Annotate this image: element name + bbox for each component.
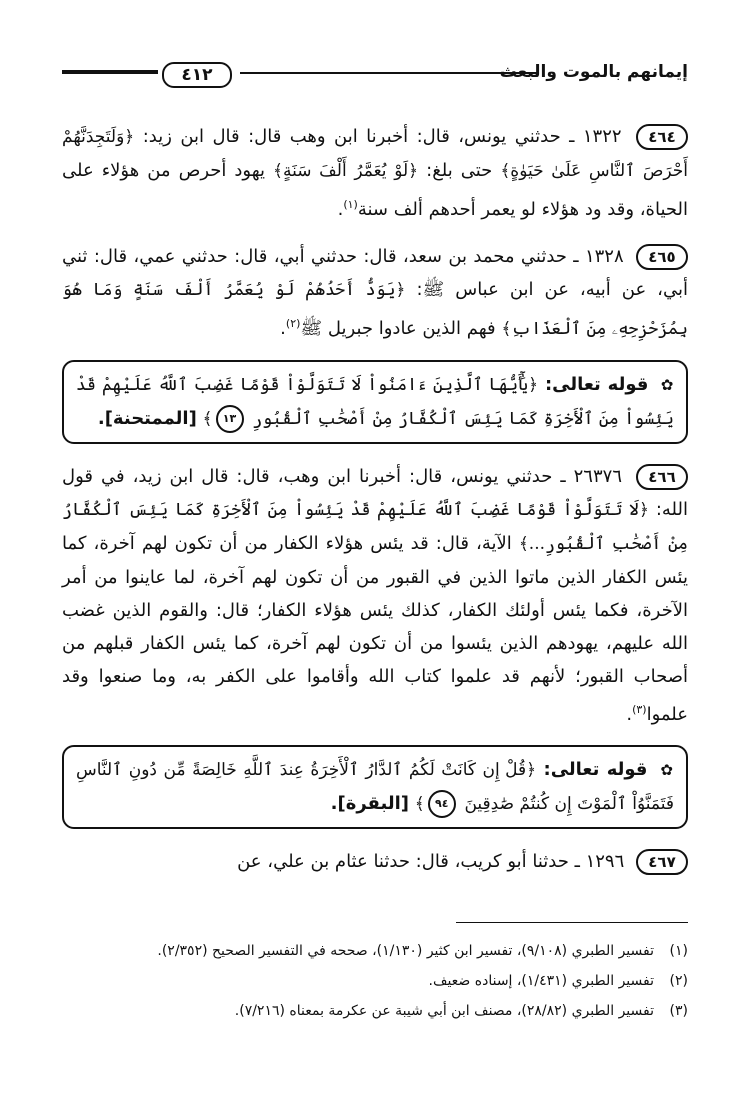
footnote-text: تفسير الطبري (٩/١٠٨)، تفسير ابن كثير (١/١٣٠)، صححه في التفسير الصحيح (٢/٣٥٢). [157, 943, 654, 959]
hadith-number: ٤٦٧ [636, 849, 688, 875]
verse-box [62, 745, 688, 829]
footnotes [62, 938, 688, 1028]
footnote [62, 968, 688, 994]
flower-icon: ✿ [660, 761, 674, 779]
header-rule-right [240, 72, 538, 74]
surah-name: [الممتحنة]. [97, 408, 197, 429]
page-number: ٤١٢ [162, 62, 232, 88]
footnote [62, 938, 688, 964]
hadith-text: فهم الذين عادوا جبريل ﷺ [300, 318, 496, 339]
verse-box [62, 360, 688, 444]
hadith-text: الآية، قال: قد يئس هؤلاء الكفار من أن تكون لهم آخرة، كما يئس الكفار الذين ماتوا الذين في القبور من أن تكون لهم آخرة، لما عاينوا من أمر الآخرة، فكما يئس أولئك الكفار، كذلك يئس هؤلاء الكفار؛ قال: والقوم الذين غضب الله عليهم، يهودهم الذين يئسوا من أن تكون لهم آخرة، كما يئس الكفار قبلهم من أصحاب القبور؛ لأنهم قد علموا كتاب الله وأقاموا على الكفر به، وما صنعوا وقد علموا [62, 533, 688, 725]
surah-name: [البقرة]. [330, 793, 410, 814]
verse-close: ﴾ [414, 794, 425, 814]
verse-label: قوله تعالى: [536, 759, 648, 780]
page-title: إيمانهم بالموت والبعث [499, 62, 688, 82]
verse-label: قوله تعالى: [538, 374, 649, 395]
hadith-number: ٤٦٥ [636, 244, 688, 270]
hadith-text: يهود أحرص من هؤلاء على الحياة، وقد ود هؤلاء لو يعمر أحدهم ألف سنة [62, 160, 688, 220]
hadith-number: ٤٦٤ [636, 124, 688, 150]
footnote-number: (٣) [669, 1003, 688, 1019]
verse-text: ﴿قُلْ إِن كَانَتْ لَكُمُ ٱلدَّارُ ٱلْأَخِرَةُ عِندَ ٱللَّهِ خَالِصَةً مِّن دُونِ ٱلنَّاسِ فَتَمَنَّوُاْ ٱلْمَوْتَ إِن كُنتُمْ صَٰدِقِينَ [76, 760, 674, 814]
ayah-number: ٩٤ [428, 790, 456, 818]
page-header [62, 60, 688, 100]
verse-text: ﴿يَٰٓأَيُّهَا ٱلَّذِينَ ءَامَنُواْ لَا تَتَوَلَّوْاْ قَوْمًا غَضِبَ ٱللَّهُ عَلَيْهِمْ قَدْ يَئِسُواْ مِنَ ٱلْأَخِرَةِ كَمَا يَئِسَ ٱلْكُفَّارُ مِنْ أَصْحَٰبِ ٱلْقُبُورِ [76, 375, 674, 429]
page-body [62, 120, 688, 892]
hadith-text: ١٢٩٦ ـ حدثنا أبو كريب، قال: حدثنا عثام بن علي، عن [237, 851, 625, 872]
hadith-text: حتى بلغ: [418, 160, 493, 181]
footnote-ref: (٢) [285, 317, 301, 330]
quran-quote: ﴿يَوَدُّ أَحَدُهُمْ لَوْ يُعَمَّرُ أَلْفَ سَنَةٍ وَمَا هُوَ بِمُزَحْزِحِهِۦ مِنَ ٱلْعَذَابِ﴾ [62, 280, 688, 339]
page-number-frame [162, 62, 232, 86]
footnote-text: تفسير الطبري (١/٤٣١)، إسناده ضعيف. [428, 973, 654, 989]
ayah-number: ١٣ [216, 405, 244, 433]
hadith-text: ٢٦٣٧٦ ـ حدثني يونس، قال: أخبرنا ابن وهب، قال: قال ابن زيد، في قول الله: [62, 466, 688, 520]
footnote-text: تفسير الطبري (٢٨/٨٢)، مصنف ابن أبي شيبة عن عكرمة بمعناه (٧/٢١٦). [234, 1003, 654, 1019]
flower-icon: ✿ [660, 376, 674, 394]
quran-quote: ﴿لَوْ يُعَمَّرُ أَلْفَ سَنَةٍ﴾ [273, 161, 419, 181]
period: . [337, 199, 344, 220]
verse-close: ﴾ [202, 409, 213, 429]
hadith-number: ٤٦٦ [636, 464, 688, 490]
hadith-text: ١٣٢٢ ـ حدثني يونس، قال: أخبرنا ابن وهب قال: قال ابن زيد: [134, 126, 622, 147]
period: . [280, 318, 286, 339]
hadith-paragraph [62, 240, 688, 346]
footnote-ref: (٣) [632, 703, 647, 716]
footnote-separator [456, 922, 688, 923]
hadith-paragraph [62, 120, 688, 226]
footnote [62, 998, 688, 1024]
footnote-ref: (١) [343, 198, 358, 211]
hadith-text: ١٣٢٨ ـ حدثني محمد بن سعد، قال: حدثني أبي، قال: حدثني عمي، قال: ثني أبي، عن أبيه، عن ابن عباس ﷺ: [62, 246, 688, 300]
footnote-number: (٢) [669, 973, 688, 989]
hadith-paragraph [62, 460, 688, 731]
hadith-paragraph [62, 845, 688, 878]
period: . [626, 704, 633, 725]
quran-quote: ﴿وَلَتَجِدَنَّهُمْ أَحْرَصَ ٱلنَّاسِ عَلَىٰ حَيَوٰةٍ﴾ [62, 127, 688, 181]
quran-quote: ﴿لَا تَتَوَلَّوْاْ قَوْمًا غَضِبَ ٱللَّهُ عَلَيْهِمْ قَدْ يَئِسُواْ مِنَ ٱلْأَخِرَةِ كَمَا يَئِسَ ٱلْكُفَّارُ مِنْ أَصْحَٰبِ ٱلْقُبُورِ...﴾ [62, 500, 688, 554]
header-rule-left [62, 70, 158, 74]
footnote-number: (١) [669, 943, 688, 959]
